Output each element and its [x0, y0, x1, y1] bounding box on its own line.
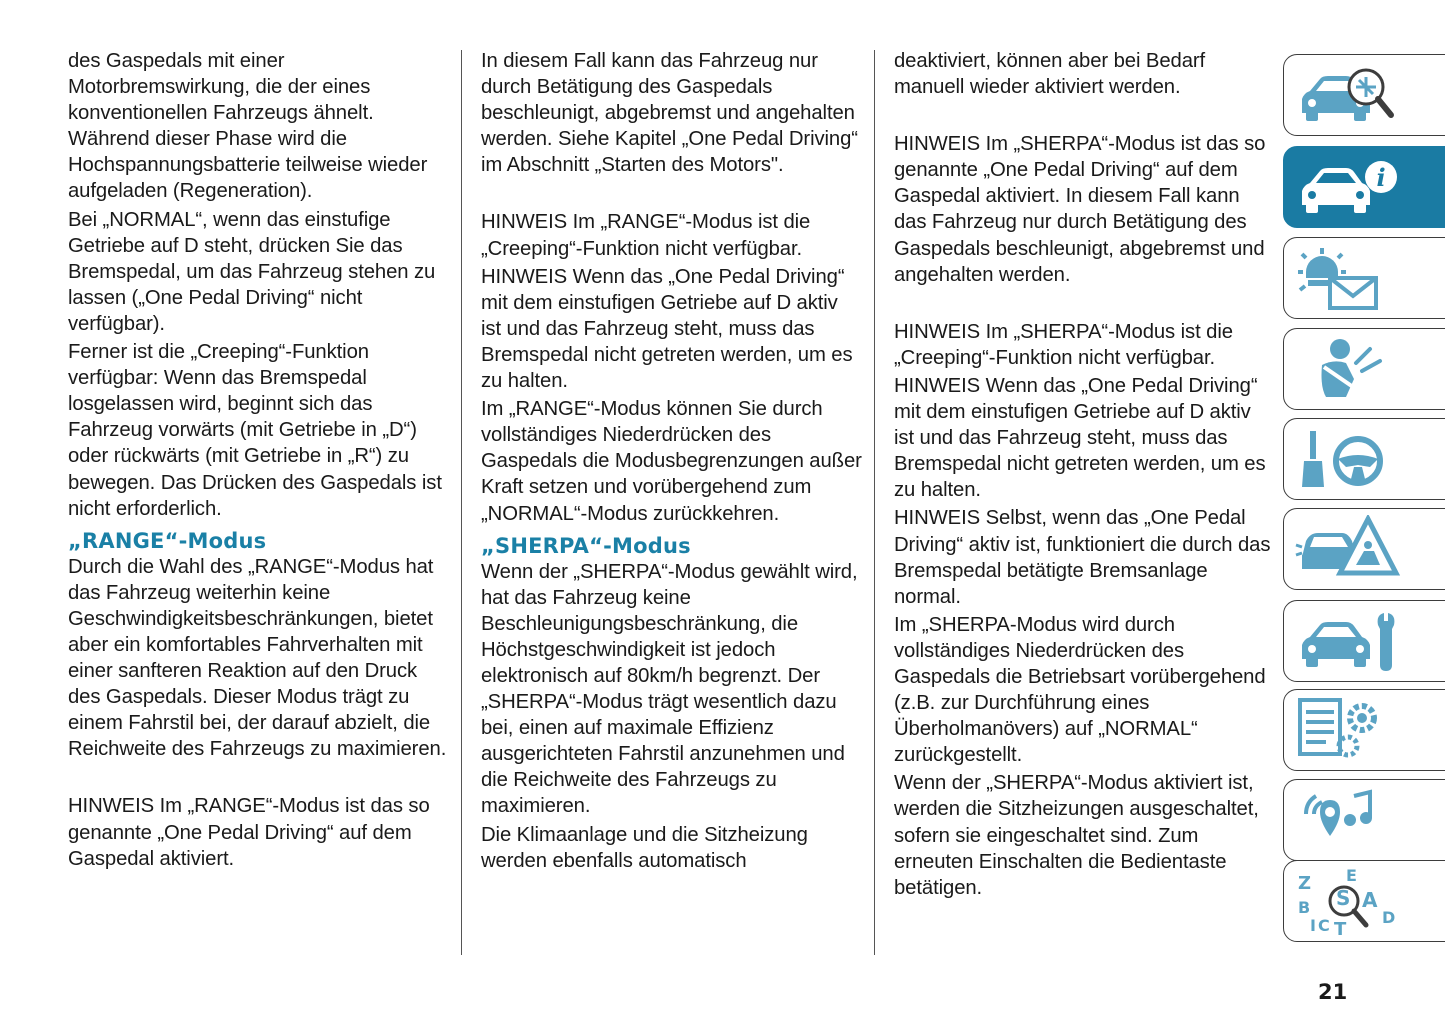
note-paragraph: HINWEIS Im „RANGE“-Modus ist das so genannte „One Pedal Driving“ auf dem Gaspedal aktiviert. — [68, 795, 430, 870]
tab-safety[interactable] — [1283, 328, 1445, 410]
paragraph: Die Klimaanlage und die Sitzheizung werden ebenfalls automatisch — [481, 823, 808, 872]
paragraph: In diesem Fall kann das Fahrzeug nur durch Betätigung des Gaspedals beschleunigt, abgebremst und angehalten werden. Siehe Kapitel „One Pedal Driving“ im Abschnitt „Starten des Motors". — [481, 50, 858, 177]
paragraph: Im „SHERPA-Modus wird durch vollständiges Niederdrücken des Gaspedals die Betriebsart vorübergehend (z.B. zur Durchführung eines Überholmanövers) auf „NORMAL“ zurückgestellt. — [894, 613, 1266, 767]
tab-emergency[interactable] — [1283, 508, 1445, 590]
text-column-1 — [68, 48, 450, 872]
car-search-icon — [1294, 61, 1404, 131]
page-number: 21 — [1318, 980, 1348, 1004]
note-paragraph: HINWEIS Im „SHERPA“-Modus ist die „Creeping“-Funktion nicht verfügbar. — [894, 320, 1233, 369]
text-column-3 — [894, 48, 1276, 901]
tab-starting-driving[interactable] — [1283, 418, 1445, 500]
index-letter: E — [1346, 867, 1357, 885]
note-paragraph: HINWEIS Wenn das „One Pedal Driving“ mit dem einstufigen Getriebe auf D aktiv ist und das Fahrzeug steht, muss das Bremspedal nicht getreten werden, um es zu halten. — [481, 265, 853, 393]
paragraph: Durch die Wahl des „RANGE“-Modus hat das Fahrzeug weiterhin keine Geschwindigkeitsbeschränkungen, bietet aber ein komfortables Fahrverhalten mit einer sanfteren Reaktion auf den Druck des Gaspedals. Dieser Modus trägt zu einem Fahrstil bei, der darauf abzielt, die Reichweite des Fahrzeugs zu maximieren. — [68, 555, 447, 761]
tab-multimedia[interactable] — [1283, 779, 1445, 861]
tab-maintenance[interactable] — [1283, 600, 1445, 682]
technical-data-icon — [1294, 696, 1404, 766]
multimedia-icon — [1294, 786, 1404, 856]
tab-warning-lights[interactable] — [1283, 237, 1445, 319]
tab-technical-data[interactable] — [1283, 689, 1445, 771]
note-paragraph: HINWEIS Im „RANGE“-Modus ist die „Creeping“-Funktion nicht verfügbar. — [481, 211, 811, 260]
index-letter: B — [1298, 898, 1311, 917]
index-letter: Z — [1298, 873, 1312, 894]
index-letter: D — [1382, 908, 1396, 927]
tab-getting-to-know-vehicle[interactable] — [1283, 54, 1445, 136]
key-steering-wheel-icon — [1294, 425, 1404, 495]
paragraph: deaktiviert, können aber bei Bedarf manuell wieder aktiviert werden. — [894, 50, 1206, 99]
index-letter: C — [1318, 916, 1330, 935]
tab-index[interactable] — [1283, 860, 1445, 942]
paragraph: Im „RANGE“-Modus können Sie durch vollständiges Niederdrücken des Gaspedals die Modusbegrenzungen außer Kraft setzen und vorübergehend zum „NORMAL“-Modus zurückkehren. — [481, 398, 862, 525]
section-heading-range: „RANGE“-Modus — [68, 528, 267, 553]
airbag-seat-icon — [1294, 335, 1404, 405]
alphabetical-index-icon — [1294, 867, 1404, 937]
paragraph: Bei „NORMAL“, wenn das einstufige Getriebe auf D steht, drücken Sie das Bremspedal, um das Fahrzeug stehen zu lassen („One Pedal Driving“ nicht verfügbar). — [68, 208, 436, 335]
tab-dashboard-info[interactable] — [1283, 146, 1445, 228]
warning-light-message-icon — [1294, 244, 1404, 314]
svg-text:i: i — [1376, 163, 1386, 192]
paragraph: des Gaspedals mit einer Motorbremswirkung, die der eines konventionellen Fahrzeugs ähnelt. Während dieser Phase wird die Hochspannungsbatterie teilweise wieder aufgeladen (Regeneration). — [68, 50, 428, 203]
column-divider — [461, 50, 462, 955]
index-letter: T — [1334, 919, 1347, 937]
car-emergency-icon — [1294, 515, 1404, 585]
car-info-icon — [1294, 153, 1404, 223]
note-paragraph: HINWEIS Wenn das „One Pedal Driving“ mit dem einstufigen Getriebe auf D aktiv ist und das Fahrzeug steht, muss das Bremspedal nicht getreten werden, um es zu halten. — [894, 374, 1266, 502]
note-paragraph: HINWEIS Im „SHERPA“-Modus ist das so genannte „One Pedal Driving“ auf dem Gaspedal aktiviert. In diesem Fall kann das Fahrzeug nur durch Betätigung des Gaspedals beschleunigt, abgebremst und angehalten werden. — [894, 133, 1266, 286]
column-divider — [874, 50, 875, 955]
note-paragraph: HINWEIS Selbst, wenn das „One Pedal Driving“ aktiv ist, funktioniert die durch das Bremspedal betätigte Bremsanlage normal. — [894, 507, 1271, 608]
text-column-2 — [481, 48, 863, 874]
paragraph: Wenn der „SHERPA“-Modus gewählt wird, hat das Fahrzeug keine Beschleunigungsbeschränkung, die Höchstgeschwindigkeit ist jedoch elektronisch auf 80km/h begrenzt. Der „SHERPA“-Modus trägt wesentlich dazu bei, einen auf maximale Effizienz ausgerichteten Fahrstil anzunehmen und die Reichweite des Fahrzeugs zu maximieren. — [481, 560, 858, 818]
index-letter: I — [1310, 916, 1316, 935]
paragraph: Wenn der „SHERPA“-Modus aktiviert ist, werden die Sitzheizungen ausgeschaltet, sofern sie eingeschaltet sind. Zum erneuten Einschalten die Bedientaste betätigen. — [894, 772, 1259, 899]
paragraph: Ferner ist die „Creeping“-Funktion verfügbar: Wenn das Bremspedal losgelassen wird, beginnt sich das Fahrzeug vorwärts (mit Getriebe in „D“) oder rückwärts (mit Getriebe in „R“) zu bewegen. Das Drücken des Gaspedals ist nicht erforderlich. — [68, 341, 442, 520]
index-letter: A — [1362, 888, 1378, 912]
index-letter: S — [1336, 886, 1351, 910]
car-service-icon — [1294, 607, 1404, 677]
section-heading-sherpa: „SHERPA“-Modus — [481, 533, 691, 558]
